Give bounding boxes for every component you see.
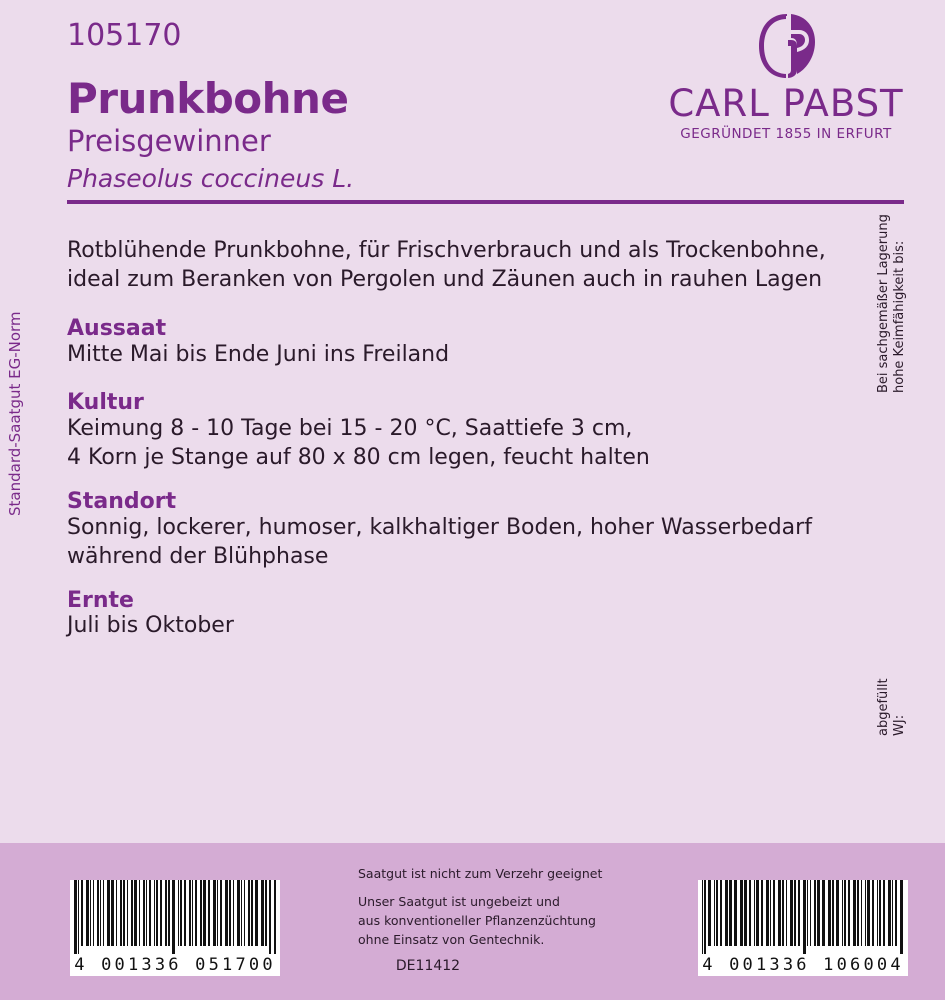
barcode-number: 4 001336 106004 bbox=[698, 954, 908, 976]
section-body-ernte bbox=[67, 611, 234, 640]
section-heading-kultur: Kultur bbox=[67, 390, 144, 415]
section-heading-aussaat: Aussaat bbox=[67, 316, 167, 341]
storage-note bbox=[876, 214, 908, 393]
section-line: während der Blühphase bbox=[67, 544, 329, 569]
seed-info-line: Unser Saatgut ist ungebeizt und bbox=[358, 894, 560, 909]
section-line: Keimung 8 - 10 Tage bei 15 - 20 °C, Saattiefe 3 cm, bbox=[67, 416, 633, 441]
filled-note-line: WJ: bbox=[892, 714, 907, 736]
barcode-left bbox=[70, 880, 280, 976]
section-line: 4 Korn je Stange auf 80 x 80 cm legen, feucht halten bbox=[67, 445, 650, 470]
section-heading-ernte: Ernte bbox=[67, 588, 134, 613]
seed-info-line: aus konventioneller Pflanzenzüchtung bbox=[358, 913, 596, 928]
seed-standard-label: Standard-Saatgut EG-Norm bbox=[6, 311, 24, 516]
section-heading-standort: Standort bbox=[67, 489, 177, 514]
variety-name: Preisgewinner bbox=[67, 124, 271, 158]
section-line: Juli bis Oktober bbox=[67, 613, 234, 638]
brand-tagline: GEGRÜNDET 1855 IN ERFURT bbox=[680, 126, 892, 142]
barcode-number: 4 001336 051700 bbox=[70, 954, 280, 976]
consumption-warning: Saatgut ist nicht zum Verzehr geeignet bbox=[358, 866, 603, 881]
barcode-right bbox=[698, 880, 908, 976]
section-line: Mitte Mai bis Ende Juni ins Freiland bbox=[67, 342, 450, 367]
section-body-kultur bbox=[67, 414, 650, 472]
seed-info bbox=[358, 892, 596, 949]
section-body-standort bbox=[67, 513, 812, 571]
barcode-bars-icon bbox=[698, 880, 908, 954]
section-line: Sonnig, lockerer, humoser, kalkhaltiger Boden, hoher Wasserbedarf bbox=[67, 515, 812, 540]
description-line: ideal zum Beranken von Pergolen und Zäunen auch in rauhen Lagen bbox=[67, 267, 823, 292]
lot-code: DE11412 bbox=[395, 958, 461, 974]
product-title: Prunkbohne bbox=[67, 74, 349, 123]
description-line: Rotblühende Prunkbohne, für Frischverbrauch und als Trockenbohne, bbox=[67, 238, 826, 263]
botanical-name: Phaseolus coccineus L. bbox=[67, 164, 355, 193]
title-divider bbox=[67, 200, 904, 204]
storage-note-line: hohe Keimfähigkeit bis: bbox=[892, 240, 907, 393]
brand-name: CARL PABST bbox=[668, 82, 904, 125]
barcode-bars-icon bbox=[70, 880, 280, 954]
storage-note-line: Bei sachgemäßer Lagerung bbox=[876, 214, 891, 393]
product-description bbox=[67, 236, 826, 294]
carl-pabst-logo-icon bbox=[757, 12, 817, 82]
filled-note bbox=[876, 678, 908, 736]
section-body-aussaat bbox=[67, 340, 449, 369]
filled-note-line: abgefüllt bbox=[876, 678, 891, 736]
seed-info-line: ohne Einsatz von Gentechnik. bbox=[358, 932, 545, 947]
article-number: 105170 bbox=[67, 18, 182, 53]
